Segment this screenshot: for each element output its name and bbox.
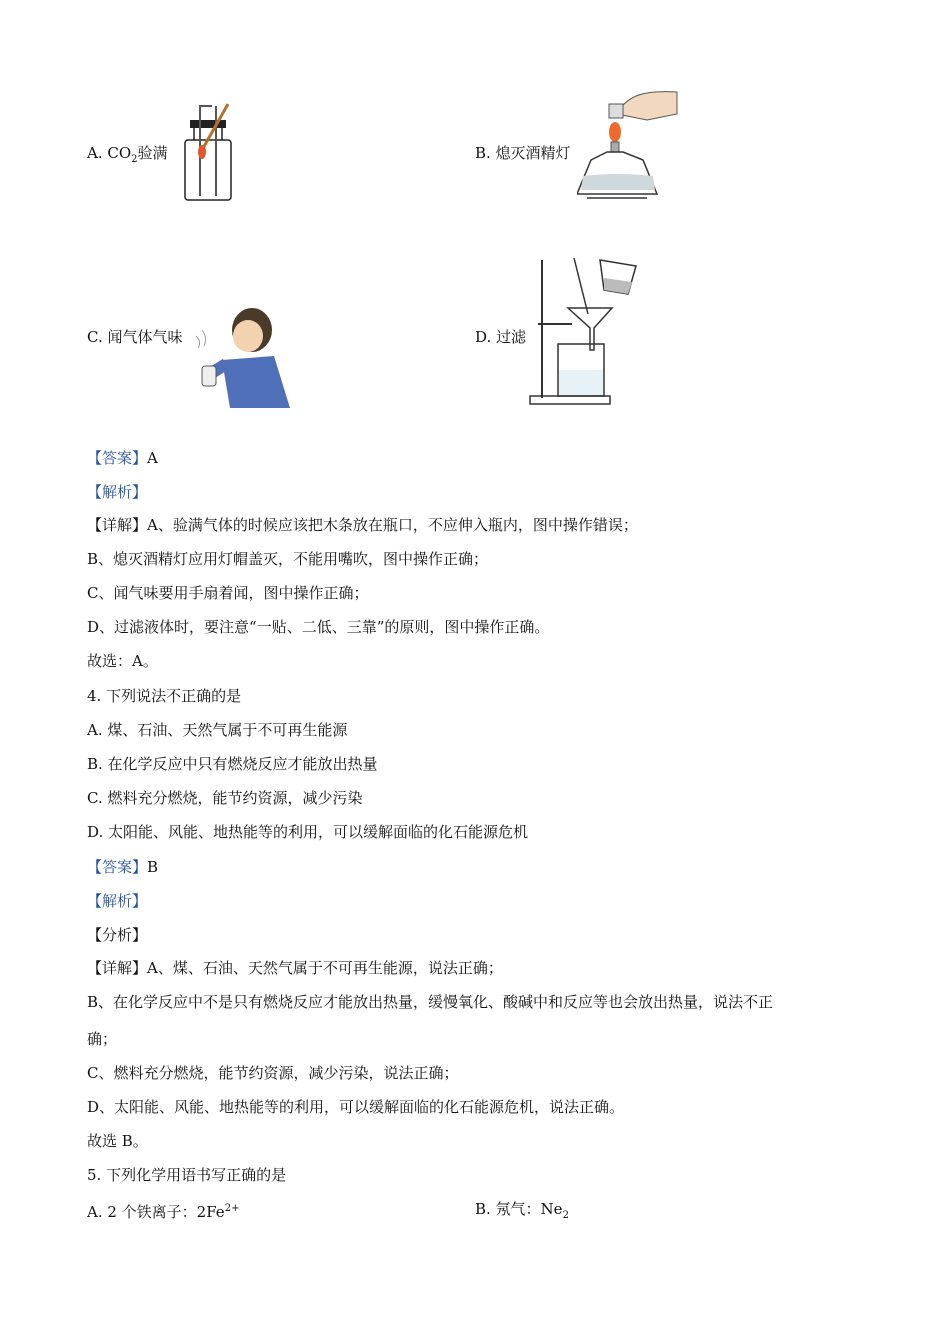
choice-line: 故选：A。 bbox=[87, 652, 158, 670]
question-stem: 5. 下列化学用语书写正确的是 bbox=[87, 1166, 287, 1184]
explanation-line: C、闻气味要用手扇着闻，图中操作正确； bbox=[87, 584, 369, 602]
analysis-tag: 【解析】 bbox=[87, 892, 148, 910]
answer-line: 【答案】B bbox=[87, 858, 159, 876]
option-line: C. 燃料充分燃烧，能节约资源，减少污染 bbox=[87, 789, 363, 807]
option-a: A. $CO_2$验满 bbox=[87, 144, 168, 165]
explanation-line: B、熄灭酒精灯应用灯帽盖灭，不能用嘴吹，图中操作正确； bbox=[87, 550, 489, 568]
answer-line: 【答案】A bbox=[87, 449, 158, 467]
alcohol-lamp-figure bbox=[577, 84, 679, 204]
option-d: D. 过滤 bbox=[475, 328, 527, 346]
co2-bottle-figure bbox=[176, 100, 238, 204]
detail-line: 【详解】A、煤、石油、天然气属于不可再生能源，说法正确； bbox=[87, 959, 503, 977]
detail-line: 【详解】A、验满气体的时候应该把木条放在瓶口，不应伸入瓶内，图中操作错误； bbox=[87, 516, 638, 534]
option-c: C. 闻气体气味 bbox=[87, 328, 183, 346]
question-stem: 4. 下列说法不正确的是 bbox=[87, 687, 242, 705]
option-b: B. 熄灭酒精灯 bbox=[475, 144, 571, 162]
explanation-line: B、在化学反应中不是只有燃烧反应才能放出热量，缓慢氧化、酸碱中和反应等也会放出热量，说法不正 bbox=[87, 993, 774, 1011]
analysis-tag: 【解析】 bbox=[87, 483, 148, 501]
fenxi-tag: 【分析】 bbox=[87, 926, 148, 944]
option-b: B. 氖气：$Ne_2$ bbox=[475, 1200, 569, 1221]
explanation-line: C、燃料充分燃烧，能节约资源，减少污染，说法正确； bbox=[87, 1064, 459, 1082]
option-a: A. 2 个铁离子：$2Fe^{2+}$ bbox=[87, 1203, 240, 1221]
option-line: B. 在化学反应中只有燃烧反应才能放出热量 bbox=[87, 755, 378, 773]
explanation-line: 确； bbox=[87, 1030, 118, 1048]
explanation-line: D、太阳能、风能、地热能等的利用，可以缓解面临的化石能源危机，说法正确。 bbox=[87, 1098, 625, 1116]
option-line: D. 太阳能、风能、地热能等的利用，可以缓解面临的化石能源危机 bbox=[87, 823, 529, 841]
smell-gas-figure bbox=[190, 300, 294, 410]
filtration-figure bbox=[528, 254, 640, 406]
explanation-line: D、过滤液体时，要注意“一贴、二低、三靠”的原则，图中操作正确。 bbox=[87, 618, 550, 636]
choice-line: 故选 B。 bbox=[87, 1132, 148, 1150]
option-line: A. 煤、石油、天然气属于不可再生能源 bbox=[87, 721, 348, 739]
